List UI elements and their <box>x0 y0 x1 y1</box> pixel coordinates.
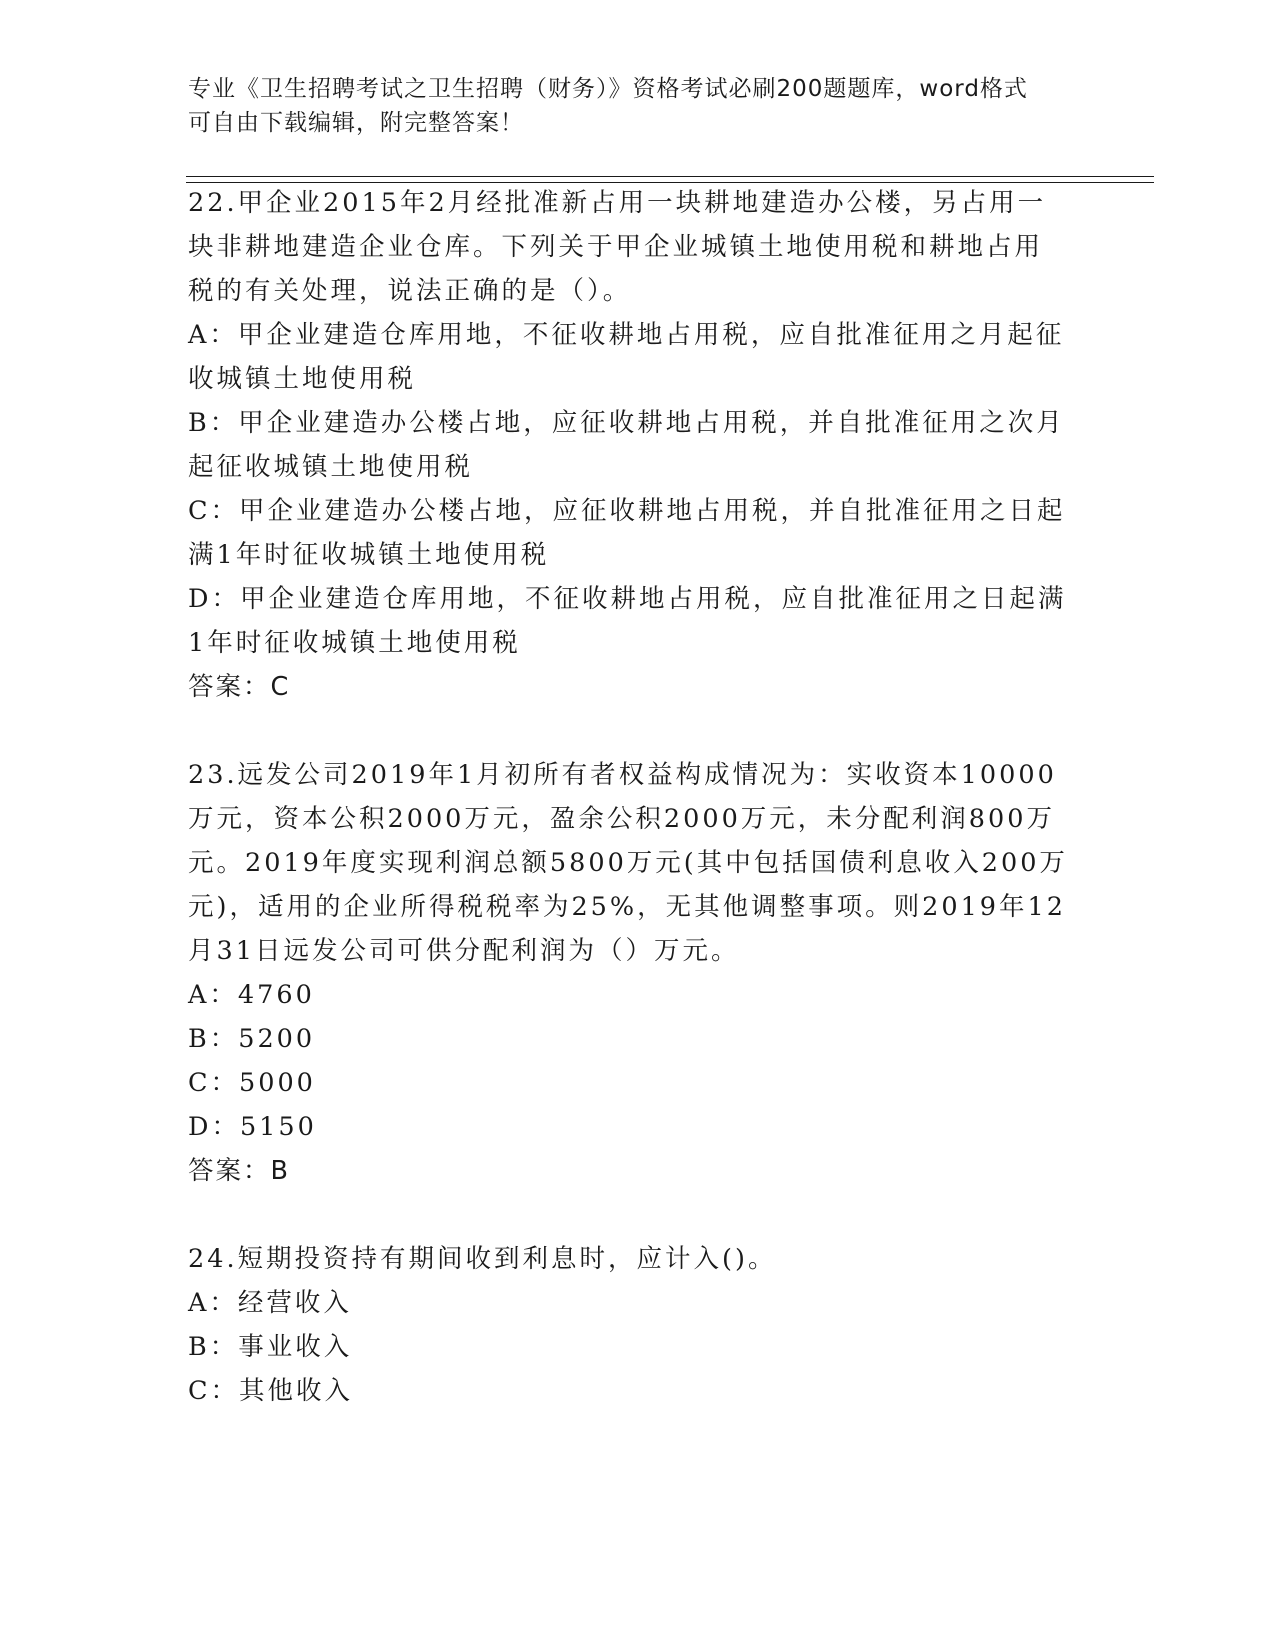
question-23-stem-line-3: 元。2019年度实现利润总额5800万元(其中包括国债利息收入200万 <box>188 848 1068 878</box>
question-22-stem-line-1: 22.甲企业2015年2月经批准新占用一块耕地建造办公楼，另占用一 <box>188 188 1047 218</box>
header-divider-top <box>186 176 1154 177</box>
question-23-answer: 答案：B <box>188 1156 290 1186</box>
question-22-stem-line-3: 税的有关处理，说法正确的是（）。 <box>188 276 632 306</box>
question-22-option-b-line-2: 起征收城镇土地使用税 <box>188 452 474 482</box>
header-divider-bottom <box>186 182 1154 183</box>
question-23-option-b: B：5200 <box>188 1024 316 1054</box>
question-22-option-d-line-1: D：甲企业建造仓库用地，不征收耕地占用税，应自批准征用之日起满 <box>188 584 1067 614</box>
header-line-1: 专业《卫生招聘考试之卫生招聘（财务）》资格考试必刷200题题库，word格式 <box>188 76 1028 102</box>
question-23-option-c: C：5000 <box>188 1068 316 1098</box>
header-line-2: 可自由下载编辑，附完整答案！ <box>188 110 524 136</box>
question-22-option-b-line-1: B：甲企业建造办公楼占地，应征收耕地占用税，并自批准征用之次月 <box>188 408 1065 438</box>
question-23-option-d: D：5150 <box>188 1112 317 1142</box>
question-24-stem-line-1: 24.短期投资持有期间收到利息时，应计入()。 <box>188 1244 777 1274</box>
question-23-option-a: A：4760 <box>188 980 315 1010</box>
question-23-stem-line-4: 元)，适用的企业所得税税率为25%，无其他调整事项。则2019年12 <box>188 892 1066 922</box>
question-24-option-a: A：经营收入 <box>188 1288 352 1318</box>
question-22-stem-line-2: 块非耕地建造企业仓库。下列关于甲企业城镇土地使用税和耕地占用 <box>188 232 1044 262</box>
question-22-option-a-line-2: 收城镇土地使用税 <box>188 364 417 394</box>
question-22-answer: 答案：C <box>188 672 291 702</box>
question-22-option-d-line-2: 1年时征收城镇土地使用税 <box>188 628 521 658</box>
question-23-stem-line-5: 月31日远发公司可供分配利润为（）万元。 <box>188 936 740 966</box>
question-23-stem-line-1: 23.远发公司2019年1月初所有者权益构成情况为：实收资本10000 <box>188 760 1057 790</box>
question-24-option-c: C：其他收入 <box>188 1376 354 1406</box>
question-24-option-b: B：事业收入 <box>188 1332 353 1362</box>
question-22-option-a-line-1: A：甲企业建造仓库用地，不征收耕地占用税，应自批准征用之月起征 <box>188 320 1065 350</box>
question-22-option-c-line-1: C：甲企业建造办公楼占地，应征收耕地占用税，并自批准征用之日起 <box>188 496 1066 526</box>
question-22-option-c-line-2: 满1年时征收城镇土地使用税 <box>188 540 550 570</box>
document-header <box>188 72 1068 140</box>
question-23-stem-line-2: 万元，资本公积2000万元，盈余公积2000万元，未分配利润800万 <box>188 804 1055 834</box>
